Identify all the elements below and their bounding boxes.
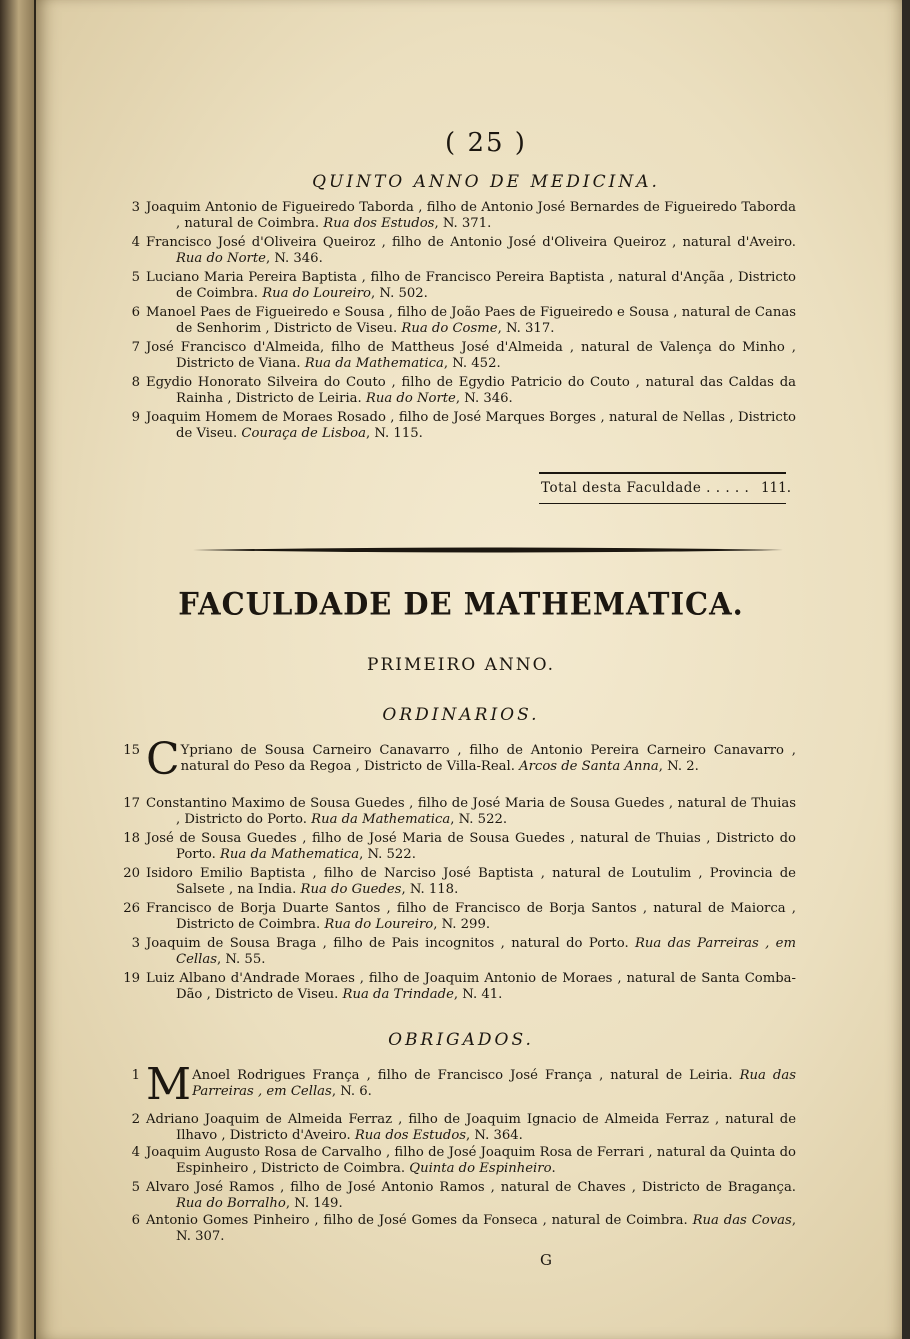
- list-item: [131, 305, 796, 336]
- entry-number: 4: [131, 235, 140, 250]
- printer-signature: G: [540, 1251, 552, 1269]
- entry-address: Quinta do Espinheiro: [409, 1160, 552, 1176]
- entry-address: Rua do Loureiro: [324, 916, 434, 932]
- entry-number: 9: [131, 410, 140, 425]
- book-page: [36, 0, 902, 1339]
- entry-body: Luciano Maria Pereira Baptista , filho de Francisco Pereira Baptista , natural d'Ançãa , Districto de Coimbra.: [146, 270, 796, 301]
- entry-address: Rua da Mathematica: [304, 355, 444, 371]
- entry-address: Arcos de Santa Anna: [519, 758, 659, 774]
- faculty-total-label: Total desta Faculdade . . . . .: [541, 480, 750, 496]
- entry-house-number: , N. 115.: [365, 425, 423, 441]
- facing-page-edge: [0, 0, 36, 1339]
- entry-house-number: , N. 522.: [359, 846, 416, 862]
- entry-text: [146, 305, 796, 336]
- entry-address: Rua do Loureiro: [262, 285, 371, 301]
- list-item: [131, 375, 796, 406]
- list-item: [131, 1180, 796, 1211]
- entry-house-number: , N. 452.: [443, 355, 501, 371]
- entry-body: Alvaro José Ramos , filho de José Antonio Ramos , natural de Chaves , Districto de Bragança.: [146, 1180, 796, 1195]
- entry-number: 5: [131, 270, 140, 285]
- entry-text: [146, 235, 796, 266]
- ordinarios-heading: ORDINARIOS.: [382, 705, 540, 725]
- ornamental-rule: [193, 546, 783, 554]
- entry-body: Anoel Rodrigues França , filho de Francisco José França , natural de Leiria.: [192, 1068, 740, 1083]
- entry-number: 3: [131, 936, 140, 951]
- list-item: [131, 1059, 796, 1110]
- entry-address: Couraça de Lisboa: [241, 425, 366, 441]
- list-item: [131, 1213, 797, 1244]
- list-item: [123, 796, 796, 827]
- page-number: ( 25 ): [445, 128, 527, 158]
- entry-address: Rua do Norte: [176, 250, 266, 266]
- entry-body: Joaquim Homem de Moraes Rosado , filho de José Marques Borges , natural de Nellas , Districto de Viseu.: [146, 410, 796, 441]
- entry-text: [146, 200, 796, 231]
- obrigados-heading: OBRIGADOS.: [388, 1030, 534, 1050]
- entry-house-number: , N. 6.: [331, 1083, 372, 1099]
- entry-number: 6: [131, 305, 140, 320]
- list-item: [123, 831, 796, 862]
- entry-text: [146, 901, 796, 932]
- entry-address: Rua do Cosme: [401, 320, 498, 336]
- entry-house-number: , N. 149.: [285, 1195, 343, 1211]
- faculty-total-value: 111.: [760, 480, 791, 496]
- entry-body: Adriano Joaquim de Almeida Ferraz , filho de Joaquim Ignacio de Almeida Ferraz , natural de Ilhavo , Districto d'Aveiro.: [146, 1112, 796, 1143]
- faculty-title: FACULDADE DE MATHEMATICA.: [178, 586, 744, 622]
- entry-body: Joaquim de Sousa Braga , filho de Pais incognitos , natural do Porto.: [146, 936, 635, 951]
- entry-text: [146, 936, 796, 967]
- entry-address: Rua das Covas: [692, 1213, 792, 1228]
- entry-number: 17: [123, 796, 140, 811]
- faculty-total: [541, 480, 791, 496]
- total-rule-bottom: [539, 503, 786, 504]
- entry-body: Joaquim Antonio de Figueiredo Taborda , filho de Antonio José Bernardes de Figueiredo Taborda , natural de Coimbra.: [146, 200, 796, 231]
- total-rule-top: [539, 472, 786, 474]
- entry-address: Rua do Norte: [365, 390, 456, 406]
- entry-address: Rua da Trindade: [342, 986, 454, 1002]
- list-item: [131, 200, 796, 231]
- entry-text: [146, 866, 796, 897]
- entry-address: Rua do Borralho: [176, 1195, 286, 1211]
- entry-text: [146, 375, 796, 406]
- entry-house-number: , N. 502.: [371, 285, 428, 301]
- list-item: [131, 235, 796, 266]
- list-item: [131, 270, 796, 301]
- entry-house-number: , N. 346.: [265, 250, 323, 266]
- entry-body: Egydio Honorato Silveira do Couto , filho de Egydio Patricio do Couto , natural das Caldas da Rainha , Districto de Leiria.: [146, 375, 796, 406]
- list-item: [123, 971, 796, 1002]
- list-item: [131, 1145, 796, 1176]
- entry-house-number: , N. 346.: [455, 390, 513, 406]
- list-item: [123, 901, 796, 932]
- entry-body: Francisco de Borja Duarte Santos , filho de Francisco de Borja Santos , natural de Maiorca , Districto de Coimbra.: [146, 901, 796, 932]
- entry-number: 8: [131, 375, 140, 390]
- entry-text: [146, 1112, 796, 1143]
- quinto-anno-heading: QUINTO ANNO DE MEDICINA.: [312, 172, 660, 192]
- entry-house-number: , N. 317.: [497, 320, 555, 336]
- entry-house-number: , N. 307.: [176, 1213, 797, 1244]
- entry-number: 20: [123, 866, 140, 881]
- list-item: [131, 340, 796, 371]
- list-item: [131, 410, 796, 441]
- entry-house-number: .: [551, 1160, 556, 1176]
- entry-body: Ypriano de Sousa Carneiro Canavarro , filho de Antonio Pereira Carneiro Canavarro , natural do Peso da Regoa , Districto de Villa-Real.: [180, 743, 796, 774]
- entry-house-number: , N. 299.: [433, 916, 491, 932]
- entry-body: Manoel Paes de Figueiredo e Sousa , filho de João Paes de Figueiredo e Sousa , natural de Canas de Senhorim , Districto de Viseu.: [146, 305, 796, 336]
- drop-cap: C: [146, 734, 180, 785]
- entry-house-number: , N. 522.: [450, 811, 508, 827]
- entry-number: 19: [123, 971, 140, 986]
- entry-house-number: , N. 55.: [216, 951, 266, 967]
- entry-body: Antonio Gomes Pinheiro , filho de José Gomes da Fonseca , natural de Coimbra.: [146, 1213, 693, 1228]
- entry-house-number: , N. 2.: [658, 758, 699, 774]
- entry-body: Isidoro Emilio Baptista , filho de Narciso José Baptista , natural de Loutulim , Provincia de Salsete , na India.: [146, 866, 796, 897]
- entry-number: 6: [131, 1213, 140, 1228]
- entry-body: José Francisco d'Almeida, filho de Mattheus José d'Almeida , natural de Valença do Minho , Districto de Viana.: [146, 340, 796, 371]
- entry-text: [146, 971, 796, 1002]
- entry-text: [146, 340, 796, 371]
- entry-house-number: , N. 118.: [401, 881, 459, 897]
- entry-number: 5: [131, 1180, 140, 1195]
- entry-body: Francisco José d'Oliveira Queiroz , filho de Antonio José d'Oliveira Queiroz , natural d'Aveiro.: [146, 235, 796, 250]
- entry-body: José de Sousa Guedes , filho de José Maria de Sousa Guedes , natural de Thuias , Districto do Porto.: [146, 831, 796, 862]
- entry-address: Rua dos Estudos: [323, 215, 435, 231]
- entry-number: 7: [131, 340, 140, 355]
- entry-address: Rua das Parreiras , em Cellas: [192, 1068, 796, 1099]
- entry-number: 15: [123, 743, 140, 758]
- list-item: [123, 734, 796, 785]
- entry-number: 1: [131, 1068, 140, 1083]
- entry-text: [146, 1180, 796, 1211]
- entry-text: [146, 270, 796, 301]
- entry-text: [146, 1145, 796, 1176]
- list-item: [131, 936, 796, 967]
- entry-number: 18: [123, 831, 140, 846]
- entry-house-number: , N. 364.: [466, 1127, 523, 1143]
- entry-number: 2: [131, 1112, 140, 1127]
- entry-body: Luiz Albano d'Andrade Moraes , filho de Joaquim Antonio de Moraes , natural de Santa Comba-Dão , Districto de Viseu.: [146, 971, 796, 1002]
- entry-text: [146, 1213, 796, 1244]
- list-item: [131, 1112, 796, 1143]
- entry-number: 3: [131, 200, 140, 215]
- year-title: PRIMEIRO ANNO.: [367, 655, 555, 675]
- entry-address: Rua das Parreiras , em Cellas: [176, 936, 796, 967]
- entry-number: 26: [123, 901, 140, 916]
- entry-house-number: , N. 371.: [434, 215, 492, 231]
- entry-body: Joaquim Augusto Rosa de Carvalho , filho de José Joaquim Rosa de Ferrari , natural da Quinta do Espinheiro , Districto de Coimbra.: [146, 1145, 796, 1176]
- entry-house-number: , N. 41.: [453, 986, 503, 1002]
- entry-address: Rua do Guedes: [300, 881, 402, 897]
- entry-number: 4: [131, 1145, 140, 1160]
- list-item: [123, 866, 796, 897]
- entry-address: Rua da Mathematica: [311, 811, 451, 827]
- entry-address: Rua dos Estudos: [354, 1127, 467, 1143]
- entry-text: [146, 734, 796, 785]
- entry-body: Constantino Maximo de Sousa Guedes , filho de José Maria de Sousa Guedes , natural de Thuias , Districto do Porto.: [146, 796, 796, 827]
- entry-address: Rua da Mathematica: [219, 846, 360, 862]
- drop-cap: M: [146, 1059, 192, 1110]
- entry-text: [146, 831, 796, 862]
- entry-text: [146, 1059, 796, 1110]
- entry-text: [146, 410, 796, 441]
- scan-border: [902, 0, 910, 1339]
- entry-text: [146, 796, 796, 827]
